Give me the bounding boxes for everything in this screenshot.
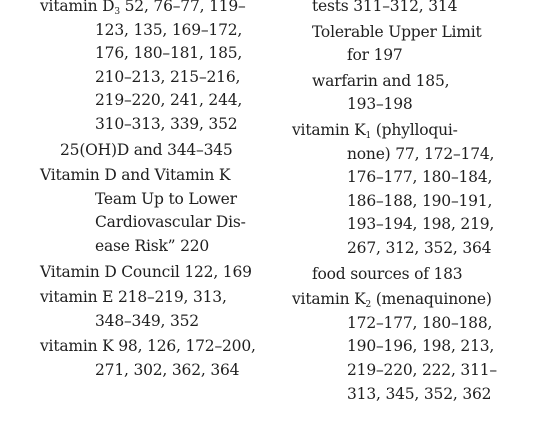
index-entry-25-oh-d	[40, 139, 290, 163]
index-entry-line	[292, 0, 542, 19]
index-entry-line	[292, 383, 542, 407]
entry-text: 25(OH)D and 344–345	[60, 140, 233, 159]
entry-text: vitamin D	[40, 0, 115, 15]
index-entry-line	[40, 113, 290, 137]
entry-text: 271, 302, 362, 364	[95, 360, 240, 379]
index-entry-line	[40, 19, 290, 43]
index-entry-line	[292, 213, 542, 237]
entry-text: 267, 312, 352, 364	[347, 238, 492, 257]
index-entry-line	[40, 211, 290, 235]
index-entry-line	[292, 288, 542, 312]
index-entry-tests	[292, 0, 542, 19]
subscript-text: 3	[114, 7, 120, 17]
entry-text: 186–188, 190–191,	[347, 191, 493, 210]
index-entry-vitamin-d-and-k-team-up	[40, 164, 290, 258]
entry-text: 193–194, 198, 219,	[347, 215, 495, 234]
entry-text: vitamin K 98, 126, 172–200,	[40, 337, 256, 356]
index-entry-line	[40, 42, 290, 66]
index-entry-line	[40, 335, 290, 359]
index-entry-line	[40, 359, 290, 383]
index-entry-line	[40, 310, 290, 334]
index-entry-vitamin-k	[40, 335, 290, 382]
index-entry-line	[292, 359, 542, 383]
index-entry-line	[292, 44, 542, 68]
entry-text: Cardiovascular Dis-	[95, 213, 246, 232]
index-entry-line	[292, 119, 542, 143]
index-entry-line	[292, 335, 542, 359]
entry-text: 310–313, 339, 352	[95, 114, 238, 133]
index-entry-line	[292, 312, 542, 336]
index-entry-line	[292, 93, 542, 117]
entry-text: 219–220, 241, 244,	[95, 91, 243, 110]
index-entry-line	[40, 286, 290, 310]
index-entry-line	[292, 143, 542, 167]
entry-text: Vitamin D Council 122, 169	[40, 262, 252, 281]
entry-text: 176, 180–181, 185,	[95, 44, 243, 63]
entry-text: vitamin K	[292, 120, 366, 139]
index-entry-line	[40, 188, 290, 212]
entry-text: warfarin and 185,	[312, 71, 450, 90]
index-entry-line	[292, 70, 542, 94]
entry-text: 172–177, 180–188,	[347, 313, 493, 332]
index-entry-food-sources	[292, 263, 542, 287]
entry-text: for 197	[347, 46, 403, 65]
index-entry-line	[40, 261, 290, 285]
entry-text: 348–349, 352	[95, 311, 199, 330]
index-entry-line	[292, 166, 542, 190]
entry-text: 176–177, 180–184,	[347, 168, 493, 187]
index-entry-line	[292, 237, 542, 261]
index-entry-line	[292, 21, 542, 45]
index-column-left	[40, 0, 290, 385]
entry-text: (phylloqui-	[371, 120, 458, 139]
index-entry-line	[40, 139, 290, 163]
entry-text: (menaquinone)	[371, 290, 492, 309]
entry-text: 219–220, 222, 311–	[347, 360, 497, 379]
entry-text: none) 77, 172–174,	[347, 144, 495, 163]
subscript-text: 2	[365, 300, 372, 311]
entry-text: food sources of 183	[312, 264, 463, 283]
subscript-text: 1	[365, 130, 372, 141]
entry-text: Tolerable Upper Limit	[312, 22, 482, 41]
index-entry-line	[40, 235, 290, 259]
entry-text: vitamin E 218–219, 313,	[40, 288, 227, 307]
entry-text: 210–213, 215–216,	[95, 67, 241, 86]
index-entry-vitamin-d-council	[40, 261, 290, 285]
index-entry-line	[292, 190, 542, 214]
index-entry-line	[40, 0, 290, 19]
entry-text: ease Risk” 220	[95, 236, 210, 255]
index-column-right	[292, 0, 542, 408]
index-entry-vitamin-k2	[292, 288, 542, 406]
entry-text: 52, 76–77, 119–	[119, 0, 246, 15]
entry-text: 193–198	[347, 95, 413, 114]
entry-text: tests 311–312, 314	[312, 0, 458, 15]
index-entry-line	[40, 89, 290, 113]
index-entry-vitamin-k1	[292, 119, 542, 261]
entry-text: Team Up to Lower	[95, 189, 237, 208]
entry-text: 313, 345, 352, 362	[347, 384, 492, 403]
index-entry-warfarin	[292, 70, 542, 117]
entry-text: 190–196, 198, 213,	[347, 337, 495, 356]
index-entry-vitamin-d3	[40, 0, 290, 137]
index-entry-line	[292, 263, 542, 287]
index-entry-tolerable-upper-limit	[292, 21, 542, 68]
index-entry-line	[40, 66, 290, 90]
entry-text: vitamin K	[292, 290, 366, 309]
index-entry-line	[40, 164, 290, 188]
entry-text: Vitamin D and Vitamin K	[40, 166, 231, 185]
entry-text: 123, 135, 169–172,	[95, 20, 243, 39]
index-entry-vitamin-e	[40, 286, 290, 333]
